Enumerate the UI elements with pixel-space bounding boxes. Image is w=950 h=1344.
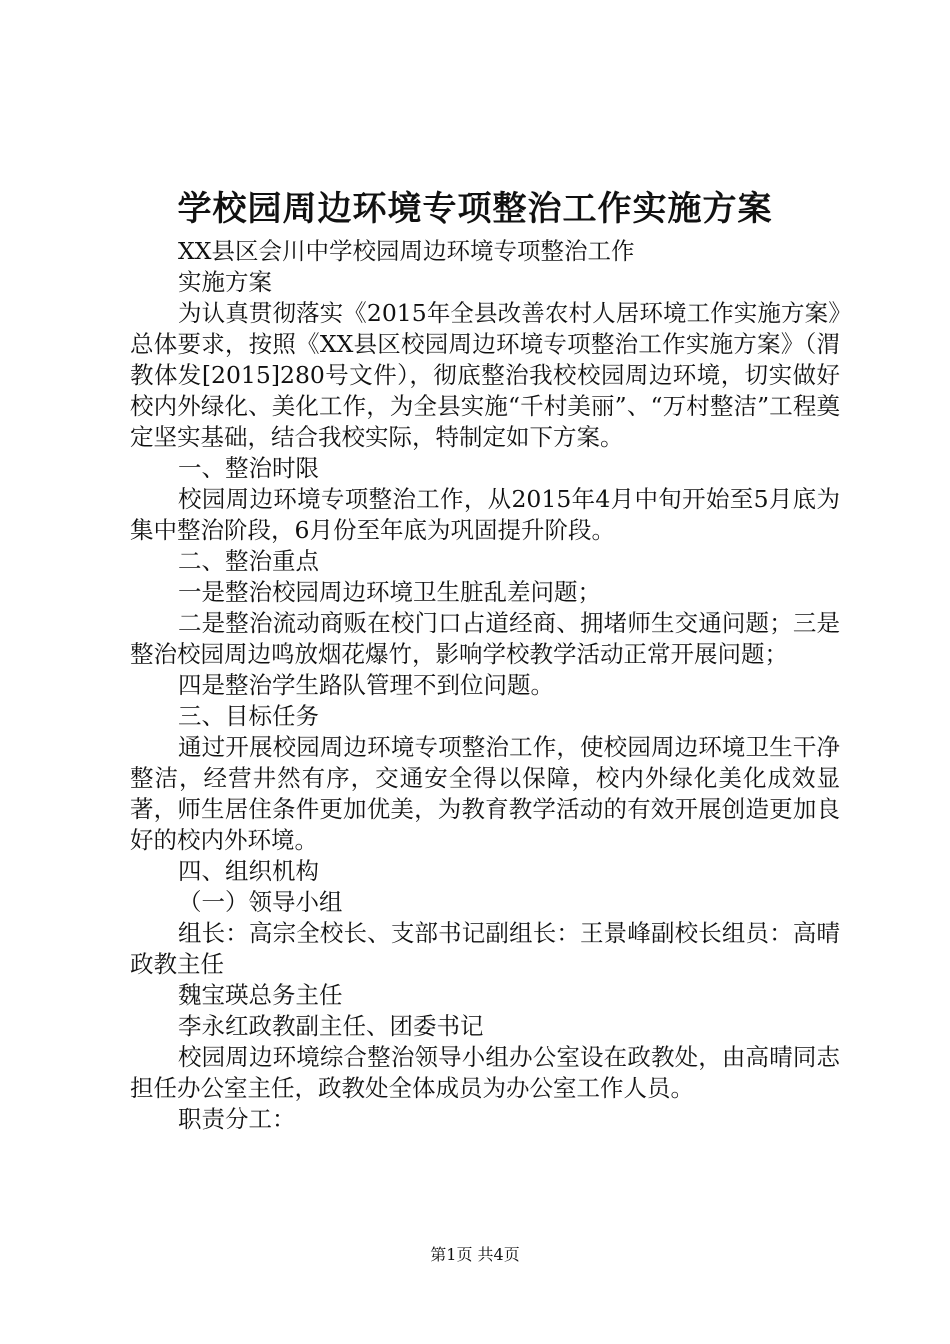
document-title: 学校园周边环境专项整治工作实施方案 <box>177 189 773 229</box>
paragraph-leadership-members: 组长：高宗全校长、支部书记副组长：王景峰副校长组员：高晴政教主任 <box>130 919 840 978</box>
paragraph-focus-1: 一是整治校园周边环境卫生脏乱差问题； <box>178 578 601 606</box>
paragraph-focus-4: 四是整治学生路队管理不到位问题。 <box>178 671 554 699</box>
paragraph-duties-heading: 职责分工： <box>178 1105 296 1133</box>
paragraph-member-li: 李永红政教副主任、团委书记 <box>178 1012 484 1040</box>
paragraph-focus-2-3: 二是整治流动商贩在校门口占道经商、拥堵师生交通问题；三是整治校园周边鸣放烟花爆竹，影响学校教学活动正常开展问题； <box>130 609 840 668</box>
page-number: 第1页 共4页 <box>430 1245 520 1264</box>
document-body <box>130 236 840 1135</box>
section-heading-goals: 三、目标任务 <box>178 702 319 730</box>
section-heading-organization: 四、组织机构 <box>178 857 319 885</box>
paragraph-intro: 为认真贯彻落实《2015年全县改善农村人居环境工作实施方案》总体要求，按照《XX县区校园周边环境专项整治工作实施方案》（渭教体发[2015]280号文件），彻底整治我校校园周边环境，切实做好校内外绿化、美化工作，为全县实施“千村美丽”、“万村整洁”工程奠定坚实基础，结合我校实际，特制定如下方案。 <box>130 299 840 451</box>
section-heading-time-limit: 一、整治时限 <box>178 454 319 482</box>
paragraph-goals: 通过开展校园周边环境专项整治工作，使校园周边环境卫生干净整洁，经营井然有序，交通安全得以保障，校内外绿化美化成效显著，师生居住条件更加优美，为教育教学活动的有效开展创造更加良好的校内外环境。 <box>130 733 840 854</box>
paragraph-time-limit: 校园周边环境专项整治工作，从2015年4月中旬开始至5月底为集中整治阶段，6月份至年底为巩固提升阶段。 <box>130 485 840 544</box>
section-heading-focus: 二、整治重点 <box>178 547 319 575</box>
subsection-heading-leadership: （一）领导小组 <box>178 888 343 916</box>
paragraph-school-heading: XX县区会川中学校园周边环境专项整治工作 <box>178 237 635 265</box>
paragraph-office: 校园周边环境综合整治领导小组办公室设在政教处，由高晴同志担任办公室主任，政教处全体成员为办公室工作人员。 <box>130 1043 840 1102</box>
paragraph-plan-subtitle: 实施方案 <box>178 268 272 296</box>
paragraph-member-wei: 魏宝瑛总务主任 <box>178 981 343 1009</box>
